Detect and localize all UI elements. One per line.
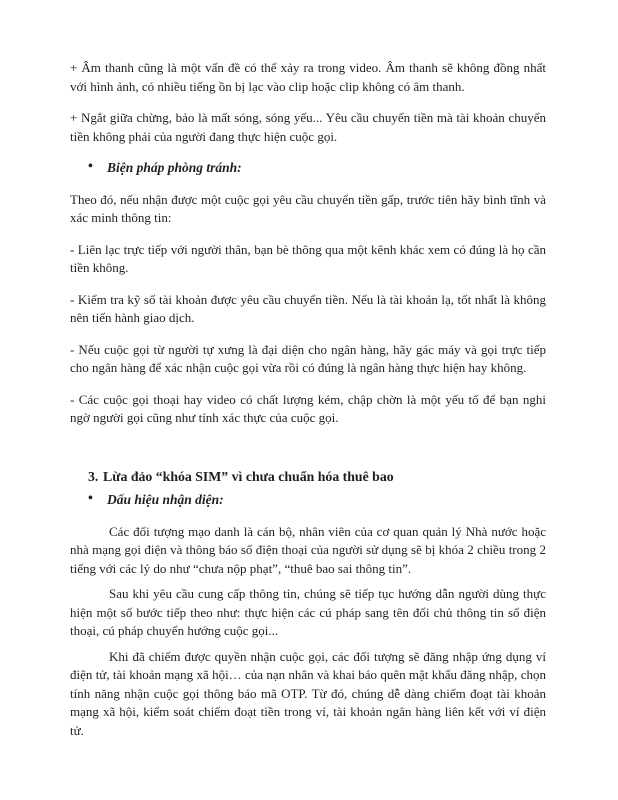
document-body (70, 59, 546, 747)
paragraph-tip-check-account: - Kiểm tra kỹ số tài khoản được yêu cầu chuyển tiền. Nếu là tài khoản lạ, tốt nhất là không nên tiến hành giao dịch. (70, 291, 546, 325)
paragraph-call-interruption: + Ngắt giữa chừng, bảo là mất sóng, sóng yếu... Yêu cầu chuyển tiền mà tài khoản chuyển tiền không phải của người đang thực hiện cuộc gọi. (70, 110, 546, 144)
bullet-icon: • (88, 491, 93, 506)
paragraph-tip-contact-directly: - Liên lạc trực tiếp với người thân, bạn bè thông qua một kênh khác xem có đúng là họ cần tiền không. (70, 241, 546, 275)
paragraph-tip-poor-quality: - Các cuộc gọi thoại hay video có chất lượng kém, chập chờn là một yếu tố để bạn nghi ngờ người gọi cũng như tính xác thực của cuộc gọi. (70, 391, 546, 425)
paragraph-impersonation: Các đối tượng mạo danh là cán bộ, nhân viên của cơ quan quản lý Nhà nước hoặc nhà mạng gọi điện và thông báo số điện thoại của người sử dụng sẽ bị khóa 2 chiều trong 2 tiếng với các lý do như “chưa nộp phạt”, “thuê bao sai thông tin”. (70, 523, 546, 576)
section-title: Lừa đảo “khóa SIM” vì chưa chuẩn hóa thuê bao (103, 468, 394, 484)
section-heading-sim-lock-scam (70, 468, 546, 487)
paragraph-instruction-steps: Sau khi yêu cầu cung cấp thông tin, chúng sẽ tiếp tục hướng dẫn người dùng thực hiện một số bước tiếp theo như: thực hiện các cú pháp sang tên đổi chủ thông tin số điện thoại, cú pháp chuyển hướng cuộc gọi... (70, 586, 546, 638)
paragraph-verify-intro: Theo đó, nếu nhận được một cuộc gọi yêu cầu chuyển tiền gấp, trước tiên hãy bình tĩnh và xác minh thông tin: (70, 191, 546, 225)
paragraph-account-takeover: Khi đã chiếm được quyền nhận cuộc gọi, các đối tượng sẽ đăng nhập ứng dụng ví điện tử, tài khoản mạng xã hội… của nạn nhân và khai báo quên mật khẩu đăng nhập, chọn tính năng nhận cuộc gọi thông báo mã OTP. Từ đó, chúng dễ dàng chiếm đoạt tài khoản mạng xã hội, kiểm soát chiếm đoạt tiền trong ví, tài khoản ngân hàng liên kết với ví điện tử. (70, 648, 546, 738)
bullet-item-prevention (70, 159, 546, 178)
paragraph-tip-call-bank: - Nếu cuộc gọi từ người tự xưng là đại diện cho ngân hàng, hãy gác máy và gọi trực tiếp cho ngân hàng để xác nhận cuộc gọi vừa rồi có đúng là ngân hàng thực hiện hay không. (70, 341, 546, 375)
section-number: 3. (88, 468, 99, 484)
bullet-icon: • (88, 159, 93, 174)
bullet-prevention-label: Biện pháp phòng tránh: (107, 160, 242, 175)
bullet-signs-label: Dấu hiệu nhận diện: (107, 492, 224, 507)
paragraph-audio-issue: + Âm thanh cũng là một vấn đề có thể xảy ra trong video. Âm thanh sẽ không đồng nhất với hình ảnh, có nhiều tiếng ồn bị lạc vào clip hoặc clip không có âm thanh. (70, 60, 546, 94)
bullet-item-signs (70, 491, 546, 510)
